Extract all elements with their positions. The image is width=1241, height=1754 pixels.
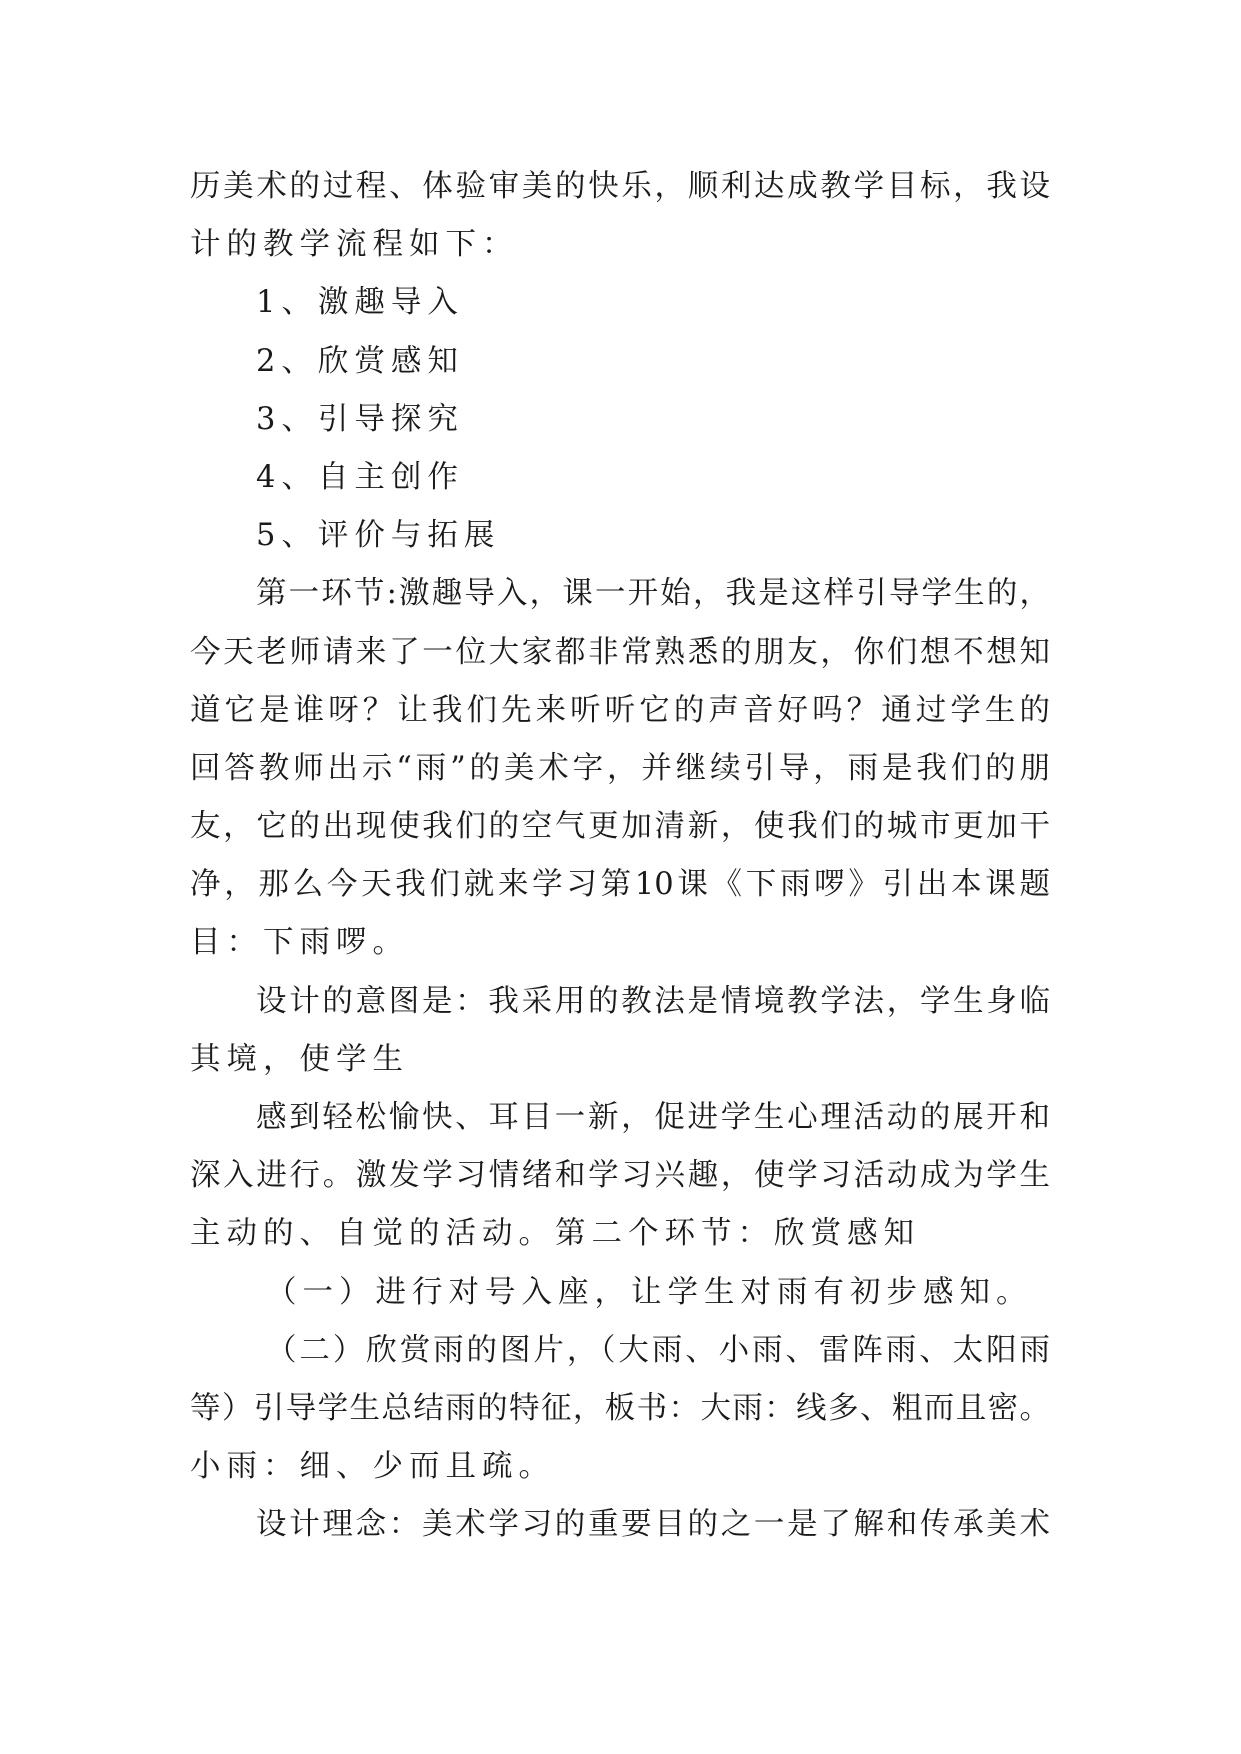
paragraph-line: （二）欣赏雨的图片，（大雨、小雨、雷阵雨、太阳雨 [266, 1332, 1050, 1368]
paragraph-line: 回答教师出示“雨”的美术字，并继续引导，雨是我们的朋 [190, 750, 1050, 786]
list-item: 2、欣赏感知 [256, 343, 464, 379]
paragraph-line: 目：下雨啰。 [190, 925, 409, 961]
paragraph-line: 设计理念：美术学习的重要目的之一是了解和传承美术 [256, 1507, 1050, 1543]
paragraph-line: 等）引导学生总结雨的特征，板书：大雨：线多、粗而且密。 [190, 1390, 1050, 1426]
document-page [190, 158, 1050, 1555]
paragraph-line: 小雨：细、少而且疏。 [190, 1449, 555, 1485]
paragraph-line: 设计的意图是：我采用的教法是情境教学法，学生身临 [256, 983, 1050, 1019]
paragraph-line: 其境，使学生 [190, 1041, 409, 1077]
paragraph-line: 主动的、自觉的活动。第二个环节：欣赏感知 [190, 1216, 920, 1252]
paragraph-line: 净，那么今天我们就来学习第10课《下雨啰》引出本课题 [190, 867, 1050, 903]
paragraph-line: 今天老师请来了一位大家都非常熟悉的朋友，你们想不想知 [190, 634, 1050, 670]
text-line: 历美术的过程、体验审美的快乐，顺利达成教学目标，我设 [190, 169, 1050, 204]
paragraph-line: （一）进行对号入座，让学生对雨有初步感知。 [266, 1274, 1033, 1310]
paragraph-line: 友，它的出现使我们的空气更加清新，使我们的城市更加干 [190, 809, 1050, 845]
paragraph-line: 道它是谁呀？让我们先来听听它的声音好吗？通过学生的 [190, 692, 1050, 728]
paragraph-line: 深入进行。激发学习情绪和学习兴趣，使学习活动成为学生 [190, 1158, 1050, 1194]
text-line: 计的教学流程如下： [190, 227, 519, 263]
paragraph-line: 第一环节:激趣导入，课一开始，我是这样引导学生的， [256, 576, 1050, 612]
list-item: 1、激趣导入 [256, 285, 464, 321]
list-item: 4、自主创作 [256, 459, 464, 495]
paragraph-line: 感到轻松愉快、耳目一新，促进学生心理活动的展开和 [256, 1100, 1050, 1135]
list-item: 3、引导探究 [256, 401, 464, 437]
list-item: 5、评价与拓展 [256, 518, 501, 554]
